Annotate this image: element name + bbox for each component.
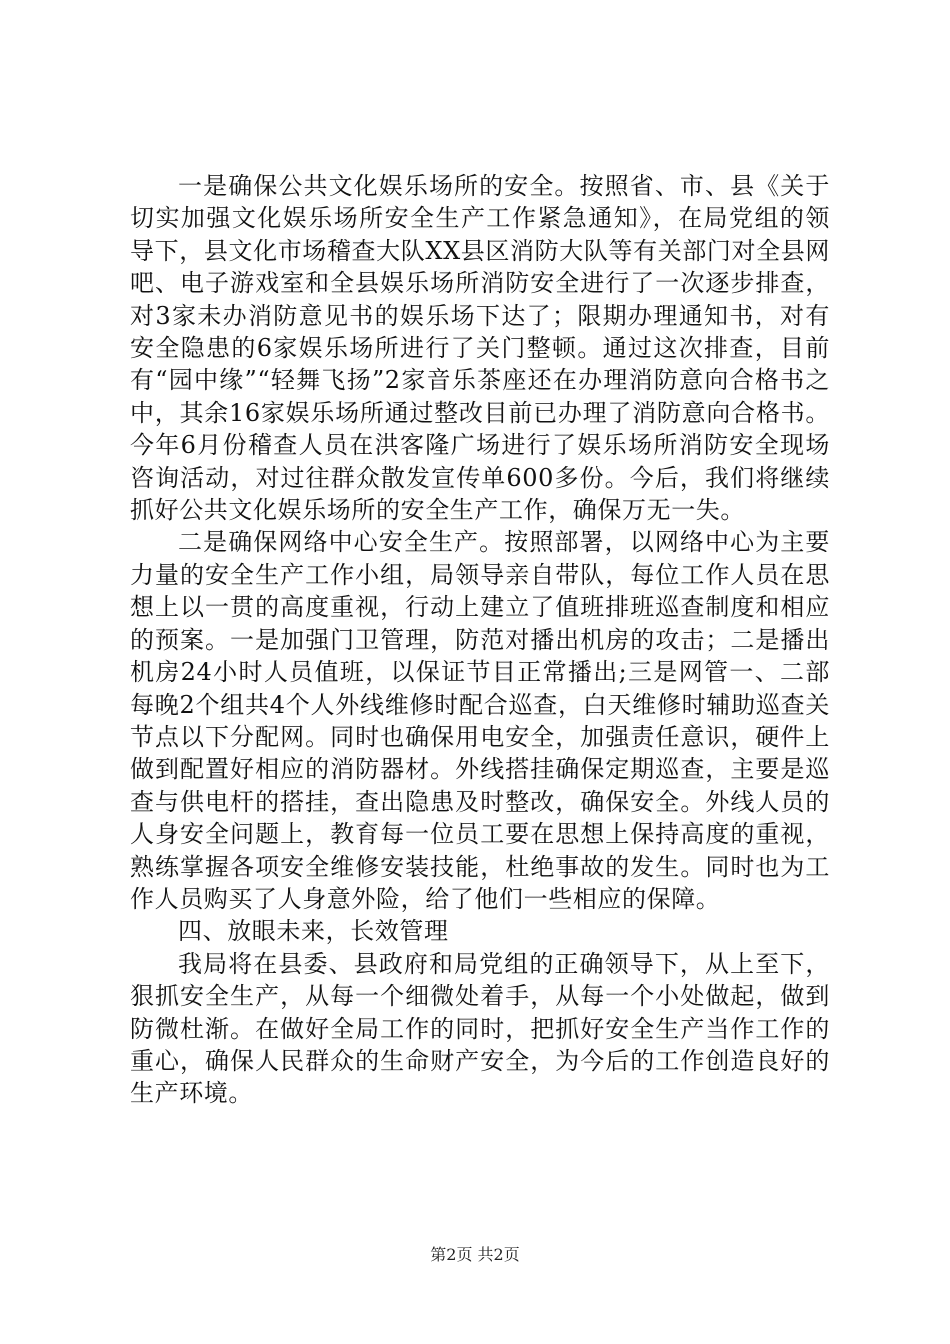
paragraph-public-entertainment-safety: 一是确保公共文化娱乐场所的安全。按照省、市、县《关于切实加强文化娱乐场所安全生产工作紧急通知》，在局党组的领导下，县文化市场稽查大队XX县区消防大队等有关部门对全县网吧、电子游戏室和全县娱乐场所消防安全进行了一次逐步排查，对3家未办消防意见书的娱乐场下达了；限期办理通知书，对有安全隐患的6家娱乐场所进行了关门整顿。通过这次排查，目前有“园中缘”“轻舞飞扬”2家音乐茶座还在办理消防意向合格书之中，其余16家娱乐场所通过整改目前已办理了消防意向合格书。今年6月份稽查人员在洪客隆广场进行了娱乐场所消防安全现场咨询活动，对过往群众散发宣传单600多份。今后，我们将继续抓好公共文化娱乐场所的安全生产工作，确保万无一失。 xyxy=(130,172,830,525)
paragraph-network-center-safety: 二是确保网络中心安全生产。按照部署，以网络中心为主要力量的安全生产工作小组，局领导亲自带队，每位工作人员在思想上以一贯的高度重视，行动上建立了值班排班巡查制度和相应的预案。一是加强门卫管理，防范对播出机房的攻击；二是播出机房24小时人员值班，以保证节目正常播出;三是网管一、二部每晚2个组共4个人外线维修时配合巡查，白天维修时辅助巡查关节点以下分配网。同时也确保用电安全，加强责任意识，硬件上做到配置好相应的消防器材。外线搭挂确保定期巡查，主要是巡查与供电杆的搭挂，查出隐患及时整改，确保安全。外线人员的人身安全问题上，教育每一位员工要在思想上保持高度的重视，熟练掌握各项安全维修安装技能，杜绝事故的发生。同时也为工作人员购买了人身意外险，给了他们一些相应的保障。 xyxy=(130,528,830,913)
paragraph-conclusion: 我局将在县委、县政府和局党组的正确领导下，从上至下，狠抓安全生产，从每一个细微处着手，从每一个小处做起，做到防微杜渐。在做好全局工作的同时，把抓好安全生产当作工作的重心，确保人民群众的生命财产安全，为今后的工作创造良好的生产环境。 xyxy=(130,949,830,1108)
section-heading-long-term-management: 四、放眼未来，长效管理 xyxy=(178,917,449,946)
document-body xyxy=(130,170,830,1110)
page-footer: 第2页 共2页 xyxy=(430,1245,520,1264)
